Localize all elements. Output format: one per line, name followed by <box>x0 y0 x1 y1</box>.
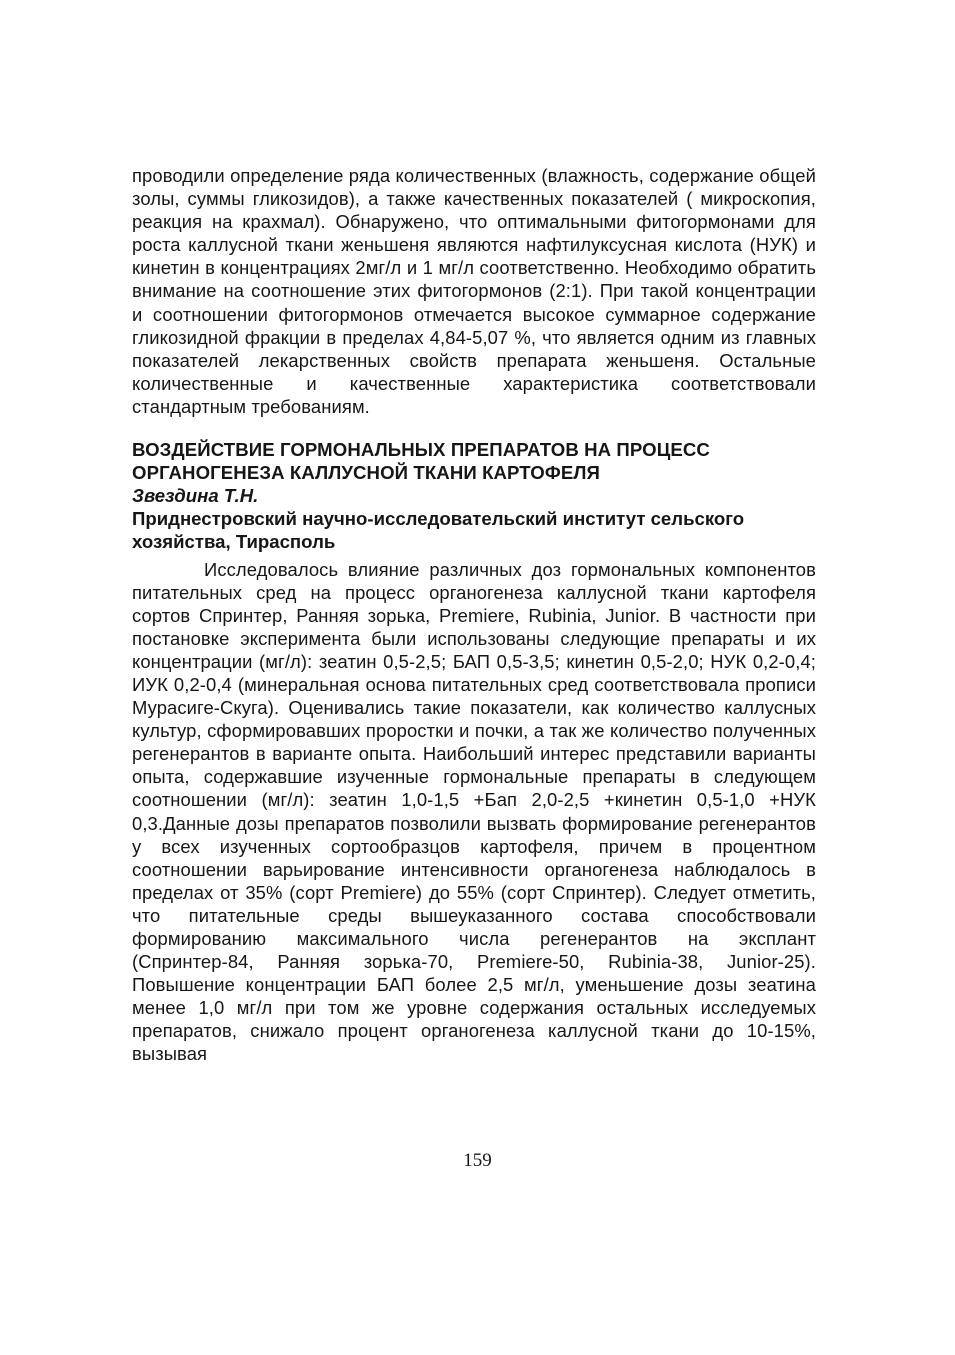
article-title: ВОЗДЕЙСТВИЕ ГОРМОНАЛЬНЫХ ПРЕПАРАТОВ НА ПРОЦЕСС ОРГАНОГЕНЕЗА КАЛЛУСНОЙ ТКАНИ КАРТОФЕЛЯ <box>132 439 710 484</box>
article-body-paragraph: Исследовалось влияние различных доз гормональных компонентов питательных сред на процесс органогенеза каллусной ткани картофеля сортов Спринтер, Ранняя зорька, Premiere, Rubinia, Junior. В частности при постановке эксперимента были использованы следующие препараты и их концентрации (мг/л): зеатин 0,5-2,5; БАП 0,5-3,5; кинетин 0,5-2,0; НУК 0,2-0,4; ИУК 0,2-0,4 (минеральная основа питательных сред соответствовала прописи Мурасиге-Скуга). Оценивались такие показатели, как количество каллусных культур, сформировавших проростки и почки, а так же количество полученных регенерантов в варианте опыта. Наибольший интерес представили варианты опыта, содержавшие изученные гормональные препараты в следующем соотношении (мг/л): зеатин 1,0-1,5 +Бап 2,0-2,5 +кинетин 0,5-1,0 +НУК 0,3.Данные дозы препаратов позволили вызвать формирование регенерантов у всех изученных сортообразцов картофеля, причем в процентном соотношении варьирование интенсивности органогенеза наблюдалось в пределах от 35% (сорт Premiere) до 55% (сорт Спринтер). Следует отметить, что питательные среды вышеуказанного состава способствовали формированию максимального числа регенерантов на эксплант (Спринтер-84, Ранняя зорька-70, Premiere-50, Rubinia-38, Junior-25). Повышение концентрации БАП более 2,5 мг/л, уменьшение дозы зеатина менее 1,0 мг/л при том же уровне содержания остальных исследуемых препаратов, снижало процент органогенеза каллусной ткани до 10-15%, вызывая <box>132 558 816 1065</box>
intro-paragraph: проводили определение ряда количественных (влажность, содержание общей золы, суммы гликозидов), а также качественных показателей ( микроскопия, реакция на крахмал). Обнаружено, что оптимальными фитогормонами для роста каллусной ткани женьшеня являются нафтилуксусная кислота (НУК) и кинетин в концентрациях 2мг/л и 1 мг/л соответственно. Необходимо обратить внимание на соотношение этих фитогормонов (2:1). При такой концентрации и соотношении фитогормонов отмечается высокое суммарное содержание гликозидной фракции в пределах 4,84-5,07 %, что является одним из главных показателей лекарственных свойств препарата женьшеня. Остальные количественные и качественные характеристика соответствовали стандартным требованиям. <box>132 165 816 417</box>
article-affiliation: Приднестровский научно-исследовательский институт сельского хозяйства, Тирасполь <box>132 508 745 553</box>
document-page <box>132 164 816 1066</box>
article-author: Звездина Т.Н. <box>132 485 259 507</box>
page-number: 159 <box>463 1150 492 1171</box>
